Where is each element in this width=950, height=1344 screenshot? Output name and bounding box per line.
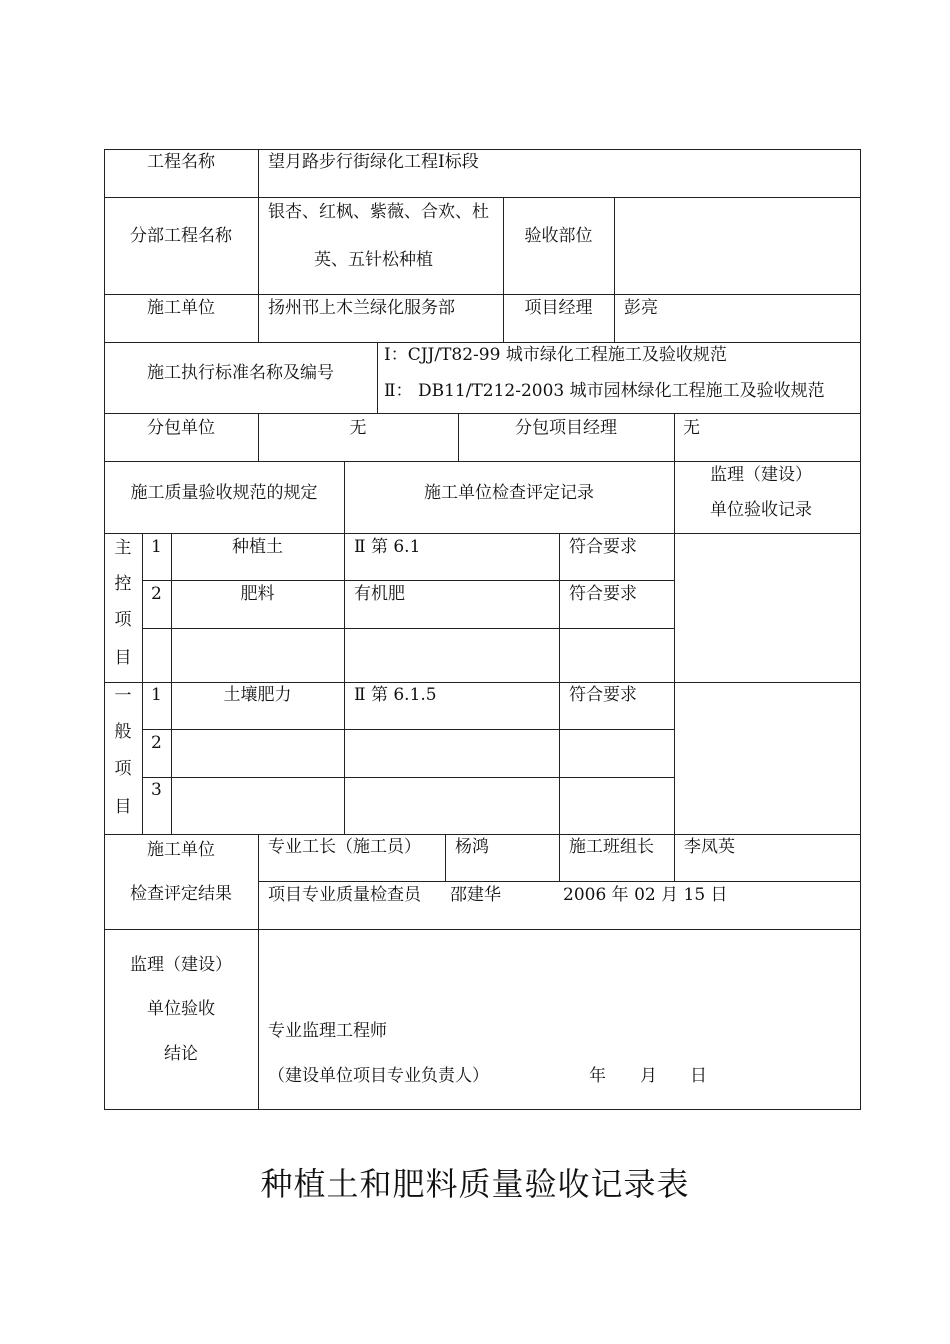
table-border-right: [860, 149, 861, 1110]
general-item-name: 土壤肥力: [223, 685, 292, 705]
foreman-label: 专业工长（施工员）: [268, 837, 421, 857]
team-leader-value: 李凤英: [684, 837, 735, 857]
engineer-label: 专业监理工程师: [268, 1021, 387, 1041]
standard-line2: Ⅱ： DB11/T212-2003 城市园林绿化工程施工及验收规范: [384, 381, 825, 401]
row-line: [104, 682, 861, 683]
main-control-label-char: 控: [114, 574, 132, 594]
general-item-check: Ⅱ 第 6.1.5: [354, 685, 437, 705]
general-item-result: 符合要求: [569, 685, 637, 705]
row-line: [104, 294, 861, 295]
col-line: [258, 149, 259, 342]
row-line: [142, 777, 674, 778]
table-border-top: [104, 149, 861, 150]
foreman-value: 杨鸿: [455, 837, 489, 857]
project-name-label: 工程名称: [147, 152, 215, 172]
main-item-name: 肥料: [240, 584, 275, 604]
general-label-char: 项: [114, 759, 132, 779]
row-line: [142, 580, 674, 581]
header-supervision-line2: 单位验收记录: [710, 500, 812, 520]
row-line: [104, 533, 861, 534]
eval-label-line1: 施工单位: [147, 840, 215, 860]
project-manager-label: 项目经理: [524, 298, 593, 318]
project-name-value: 望月路步行街绿化工程Ⅰ标段: [268, 152, 479, 172]
year-label: 年: [589, 1066, 606, 1086]
document-title: 种植土和肥料质量验收记录表: [260, 1165, 690, 1203]
col-line: [559, 834, 560, 881]
eval-label-line2: 检查评定结果: [130, 884, 232, 904]
general-item-no: 3: [151, 780, 162, 800]
header-spec: 施工质量验收规范的规定: [130, 483, 318, 503]
col-line: [674, 413, 675, 461]
team-leader-label: 施工班组长: [569, 837, 654, 857]
inspector-value: 邵建华: [450, 885, 501, 905]
col-line: [614, 197, 615, 342]
row-line: [104, 461, 861, 462]
inspect-date: 2006 年 02 月 15 日: [563, 885, 728, 905]
sub-project-value-line1: 银杏、红枫、紫薇、合欢、杜: [268, 202, 489, 222]
main-item-result: 符合要求: [569, 584, 637, 604]
row-line: [104, 929, 861, 930]
conclusion-label-line1: 监理（建设）: [130, 955, 232, 975]
main-control-label-char: 项: [114, 610, 132, 630]
col-line: [377, 342, 378, 413]
conclusion-label-line2: 单位验收: [147, 999, 215, 1019]
col-line: [258, 834, 259, 1110]
main-control-label-char: 主: [114, 538, 132, 558]
table-border-bottom: [104, 1109, 861, 1110]
sub-manager-label: 分包项目经理: [515, 418, 617, 438]
col-line: [344, 461, 345, 834]
subcontractor-label: 分包单位: [147, 418, 215, 438]
row-line: [104, 197, 861, 198]
row-line: [142, 729, 674, 730]
contractor-value: 扬州邗上木兰绿化服务部: [268, 298, 455, 318]
row-line: [104, 342, 861, 343]
col-line: [142, 533, 143, 834]
main-item-no: 2: [151, 584, 162, 604]
row-line: [104, 413, 861, 414]
day-label: 日: [690, 1066, 707, 1086]
main-item-name: 种植土: [232, 537, 283, 557]
month-label: 月: [640, 1066, 657, 1086]
col-line: [559, 533, 560, 834]
inspector-label: 项目专业质量检查员: [268, 885, 421, 905]
project-manager-value: 彭亮: [624, 298, 658, 318]
general-item-no: 2: [151, 733, 162, 753]
col-line: [503, 197, 504, 342]
main-control-label-char: 目: [114, 648, 132, 668]
subcontractor-value: 无: [349, 418, 367, 438]
standard-label: 施工执行标准名称及编号: [147, 363, 334, 383]
row-line: [142, 628, 674, 629]
general-item-no: 1: [151, 685, 162, 705]
main-item-check: 有机肥: [354, 584, 405, 604]
sub-manager-value: 无: [683, 418, 700, 438]
general-label-char: 般: [114, 722, 132, 742]
col-line: [674, 461, 675, 834]
row-line: [104, 834, 861, 835]
sub-project-value-line2: 英、五针松种植: [314, 250, 433, 270]
col-line: [674, 834, 675, 881]
conclusion-label-line3: 结论: [164, 1044, 198, 1064]
row-line: [258, 881, 861, 882]
sub-project-label: 分部工程名称: [130, 226, 232, 246]
main-item-no: 1: [151, 537, 162, 557]
header-check: 施工单位检查评定记录: [424, 483, 594, 503]
general-label-char: 目: [114, 797, 132, 817]
general-label-char: 一: [114, 686, 132, 706]
col-line: [445, 834, 446, 881]
main-item-check: Ⅱ 第 6.1: [354, 537, 421, 557]
main-item-result: 符合要求: [569, 537, 637, 557]
owner-rep-label: （建设单位项目专业负责人）: [268, 1066, 489, 1086]
contractor-label: 施工单位: [147, 298, 215, 318]
standard-line1: Ⅰ：CJJ/T82-99 城市绿化工程施工及验收规范: [384, 345, 727, 365]
acceptance-part-label: 验收部位: [524, 226, 593, 246]
header-supervision-line1: 监理（建设）: [710, 465, 812, 485]
